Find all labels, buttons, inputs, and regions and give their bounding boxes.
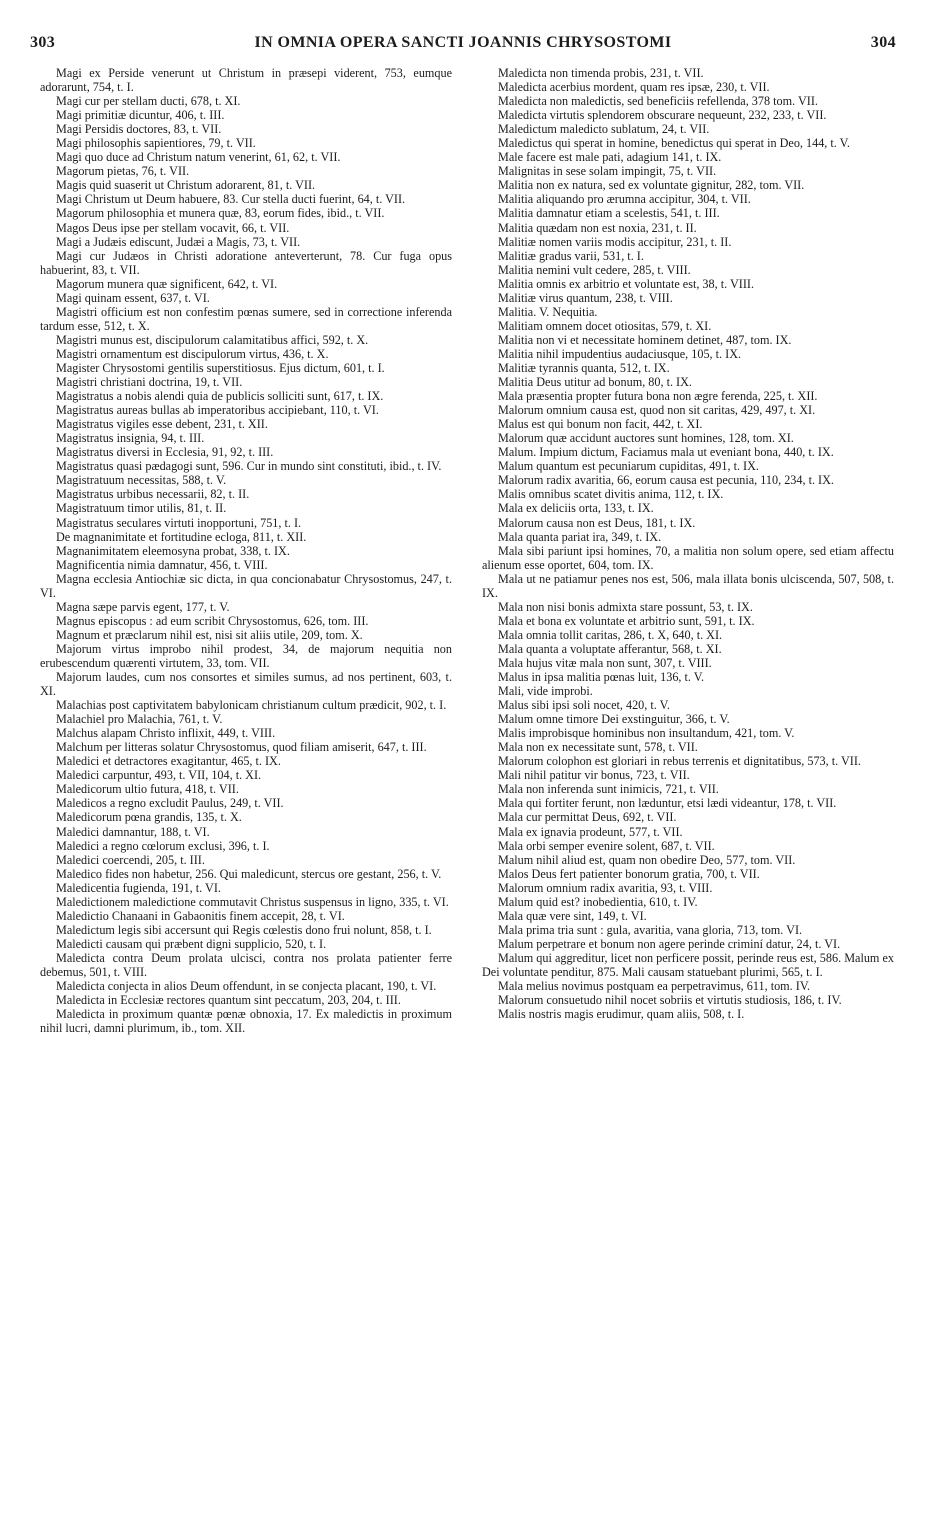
index-entry: Male facere est male pati, adagium 141, t. IX. <box>498 150 722 165</box>
index-entry: Magistratuum necessitas, 588, t. V. <box>56 473 227 488</box>
index-entry: Maledictionem maledictione commutavit Christus suspensus in ligno, 335, t. VI. <box>56 894 449 909</box>
index-entry: Magnanimitatem eleemosyna probat, 338, t. IX. <box>56 543 290 558</box>
index-entry: Mala quanta pariat ira, 349, t. IX. <box>498 529 662 544</box>
index-entry: Malitiam omnem docet otiositas, 579, t. XI. <box>498 318 712 333</box>
index-entry: Magnificentia nimia damnatur, 456, t. VIII. <box>56 557 268 572</box>
index-entry: Malum. Impium dictum, Faciamus mala ut eveniant bona, 440, t. IX. <box>498 445 834 460</box>
index-entry: Magistratus aureas bullas ab imperatoribus accipiebant, 110, t. VI. <box>56 403 379 418</box>
running-head <box>30 34 896 56</box>
index-entry: Magistratuum timor utilis, 81, t. II. <box>56 501 227 516</box>
index-entry: Maledicta contra Deum prolata ulcisci, contra nos prolata patienter ferre debemus, 501, t. VIII. <box>40 950 452 979</box>
index-entry: Mala non inferenda sunt inimicis, 721, t. VII. <box>498 782 719 797</box>
index-entry: Mala sibi pariunt ipsi homines, 70, a malitia non solum opere, sed etiam affectu alienum esse oportet, 604, tom. IX. <box>482 543 894 572</box>
index-entry: Malitia Deus utitur ad bonum, 80, t. IX. <box>498 375 692 390</box>
index-entry: Mali nihil patitur vir bonus, 723, t. VII. <box>498 768 690 783</box>
index-entry: Magi ex Perside venerunt ut Christum in præsepi viderent, 753, eumque adorarunt, 754, t. I. <box>40 66 452 95</box>
index-entry: Mala melius novimus postquam ea perpetravimus, 611, tom. IV. <box>498 979 811 994</box>
index-entry: Mala præsentia propter futura bona non ægre ferenda, 225, t. XII. <box>498 389 818 404</box>
index-entry: Magi a Judæis ediscunt, Judæi a Magis, 73, t. VII. <box>56 234 301 249</box>
index-entry: Magi Persidis doctores, 83, t. VII. <box>56 122 222 137</box>
running-title: IN OMNIA OPERA SANCTI JOANNIS CHRYSOSTOMI <box>254 34 672 51</box>
index-entry: Mala ut ne patiamur penes nos est, 506, mala illata bonis ulciscenda, 507, 508, t. IX. <box>482 571 894 600</box>
index-entry: Mala ex ignavia prodeunt, 577, t. VII. <box>498 824 683 839</box>
index-entry: Malitia. V. Nequitia. <box>498 304 598 319</box>
index-entry: Magistri ornamentum est discipulorum virtus, 436, t. X. <box>56 346 329 361</box>
index-entry: Malum nihil aliud est, quam non obedire Deo, 577, tom. VII. <box>498 852 796 867</box>
index-entry: Magistratus a nobis alendi quia de publicis solliciti sunt, 617, t. IX. <box>56 389 384 404</box>
index-entry: Magistratus diversi in Ecclesia, 91, 92, t. III. <box>56 445 274 460</box>
index-entry: Malitiæ nomen variis modis accipitur, 231, t. II. <box>498 234 732 249</box>
index-entry: Mala non nisi bonis admixta stare possunt, 53, t. IX. <box>498 599 753 614</box>
index-entry: Magistri officium est non confestim pœnas sumere, sed in correctione inferenda tardum esse, 512, t. X. <box>40 304 452 333</box>
index-entry: Magis quid suaserit ut Christum adorarent, 81, t. VII. <box>56 178 316 193</box>
index-entry: Maledici coercendi, 205, t. III. <box>56 852 205 867</box>
index-entry: Magistratus quasi pædagogi sunt, 596. Cur in mundo sint constituti, ibid., t. IV. <box>56 459 442 474</box>
index-entry: Magi cur per stellam ducti, 678, t. XI. <box>56 94 241 109</box>
index-entry: Maledicentia fugienda, 191, t. VI. <box>56 880 221 895</box>
index-column-right <box>482 66 894 1021</box>
index-entry: Magi quo duce ad Christum natum venerint, 61, 62, t. VII. <box>56 150 341 165</box>
page-number-right: 304 <box>870 34 896 51</box>
index-entry: Malus in ipsa malitia pœnas luit, 136, t. V. <box>498 670 705 685</box>
index-entry: Malorum omnium radix avaritia, 93, t. VIII. <box>498 880 713 895</box>
index-entry: Malitia aliquando pro ærumna accipitur, 304, t. VII. <box>498 192 751 207</box>
index-entry: Malum omne timore Dei exstinguitur, 366, t. V. <box>498 712 730 727</box>
index-entry: Malitia damnatur etiam a scelestis, 541, t. III. <box>498 206 720 221</box>
index-entry: Mala qui fortiter ferunt, non læduntur, etsi lædi videantur, 178, t. VII. <box>498 796 837 811</box>
index-entry: Maledici carpuntur, 493, t. VII, 104, t. XI. <box>56 768 262 783</box>
index-entry: Mala omnia tollit caritas, 286, t. X, 640, t. XI. <box>498 627 723 642</box>
index-entry: Malitiæ tyrannis quanta, 512, t. IX. <box>498 360 670 375</box>
index-entry: Maledicos a regno excludit Paulus, 249, t. VII. <box>56 796 284 811</box>
index-entry: Malitia omnis ex arbitrio et voluntate est, 38, t. VIII. <box>498 276 754 291</box>
index-entry: Malchum per litteras solatur Chrysostomus, quod filiam amiserit, 647, t. III. <box>56 740 427 755</box>
index-entry: Malus est qui bonum non facit, 442, t. XI. <box>498 417 703 432</box>
index-entry: Malignitas in sese solam impingit, 75, t. VII. <box>498 164 717 179</box>
index-entry: Malorum radix avaritia, 66, eorum causa est pecunia, 110, 234, t. IX. <box>498 473 834 488</box>
index-entry: Maledicta in proximum quantæ pœnæ obnoxia, 17. Ex maledictis in proximum nihil lucri, damni plurimum, ib., tom. XII. <box>40 1007 452 1036</box>
index-entry: Maledicta virtutis splendorem obscurare nequeunt, 232, 233, t. VII. <box>498 108 827 123</box>
page-number-left: 303 <box>30 34 56 51</box>
index-entry: Majorum virtus improbo nihil prodest, 34, de majorum nequitia non erubescendum quærenti virtutem, 33, tom. VII. <box>40 641 452 670</box>
index-entry: Magistratus urbibus necessarii, 82, t. II. <box>56 487 250 502</box>
index-entry: Malos Deus fert patienter bonorum gratia, 700, t. VII. <box>498 866 760 881</box>
index-entry: Mala ex deliciis orta, 133, t. IX. <box>498 501 654 516</box>
index-entry: Malitia non ex natura, sed ex voluntate gignitur, 282, tom. VII. <box>498 178 805 193</box>
index-entry: Magos Deus ipse per stellam vocavit, 66, t. VII. <box>56 220 290 235</box>
index-entry: Magistri munus est, discipulorum calamitatibus affici, 592, t. X. <box>56 332 369 347</box>
index-entry: Malitiæ virus quantum, 238, t. VIII. <box>498 290 673 305</box>
index-entry: Malachiel pro Malachia, 761, t. V. <box>56 712 223 727</box>
index-entry: Maledicorum ultio futura, 418, t. VII. <box>56 782 239 797</box>
index-entry: Magistratus insignia, 94, t. III. <box>56 431 205 446</box>
index-entry: Malum perpetrare et bonum non agere perinde criminí datur, 24, t. VI. <box>498 936 841 951</box>
index-entry: Maledicorum pœna grandis, 135, t. X. <box>56 810 242 825</box>
index-entry: Malorum consuetudo nihil nocet sobriis et virtutis studiosis, 186, t. IV. <box>498 993 842 1008</box>
index-entry: Maledicta non timenda probis, 231, t. VII. <box>498 66 704 80</box>
index-entry: Magister Chrysostomi gentilis superstitiosus. Ejus dictum, 601, t. I. <box>56 360 385 375</box>
index-entry: Mala et bona ex voluntate et arbitrio sunt, 591, t. IX. <box>498 613 755 628</box>
index-entry: Mala prima tria sunt : gula, avaritia, vana gloria, 713, tom. VI. <box>498 922 803 937</box>
index-entry: De magnanimitate et fortitudine ecloga, 811, t. XII. <box>56 529 307 544</box>
index-entry: Magi primitiæ dicuntur, 406, t. III. <box>56 108 225 123</box>
index-entry: Malus sibi ipsi soli nocet, 420, t. V. <box>498 698 670 713</box>
index-entry: Magi Christum ut Deum habuere, 83. Cur stella ducti fuerint, 64, t. VII. <box>56 192 406 207</box>
index-entry: Magorum philosophia et munera quæ, 83, eorum fides, ibid., t. VII. <box>56 206 385 221</box>
index-entry: Maledictum maledicto sublatum, 24, t. VII. <box>498 122 710 137</box>
index-entry: Malum quid est? inobedientia, 610, t. IV. <box>498 894 698 909</box>
index-entry: Maledictio Chanaani in Gabaonitis finem accepit, 28, t. VI. <box>56 908 345 923</box>
index-entry: Malorum colophon est gloriari in rebus terrenis et dignitatibus, 573, t. VII. <box>498 754 861 769</box>
index-entry: Magna ecclesia Antiochiæ sic dicta, in qua concionabatur Chrysostomus, 247, t. VI. <box>40 571 452 600</box>
index-entry: Magnum et præclarum nihil est, nisi sit aliis utile, 209, tom. X. <box>56 627 363 642</box>
index-entry: Malorum quæ accidunt auctores sunt homines, 128, tom. XI. <box>498 431 794 446</box>
index-entry: Magistratus seculares virtuti inopportuni, 751, t. I. <box>56 515 302 530</box>
index-entry: Malitiæ gradus varii, 531, t. I. <box>498 248 644 263</box>
index-entry: Magna sæpe parvis egent, 177, t. V. <box>56 599 230 614</box>
index-entry: Maledico fides non habetur, 256. Qui maledicunt, stercus ore gestant, 256, t. V. <box>56 866 442 881</box>
index-entry: Magistratus vigiles esse debent, 231, t. XII. <box>56 417 268 432</box>
index-entry: Magi cur Judæos in Christi adoratione anteverterunt, 78. Cur fuga opus habuerint, 83, t. VII. <box>40 248 452 277</box>
index-entry: Magnus episcopus : ad eum scribit Chrysostomus, 626, tom. III. <box>56 613 369 628</box>
index-entry: Maledicta in Ecclesiæ rectores quantum sint peccatum, 203, 204, t. III. <box>56 993 401 1008</box>
index-entry: Malchus alapam Christo inflixit, 449, t. VIII. <box>56 726 276 741</box>
index-entry: Malorum causa non est Deus, 181, t. IX. <box>498 515 696 530</box>
index-entry: Malis nostris magis erudimur, quam aliis, 508, t. I. <box>498 1007 745 1022</box>
index-entry: Mala hujus vitæ mala non sunt, 307, t. VIII. <box>498 655 712 670</box>
index-entry: Magorum pietas, 76, t. VII. <box>56 164 190 179</box>
index-entry: Magorum munera quæ significent, 642, t. VI. <box>56 276 278 291</box>
index-entry: Maledicta non maledictis, sed beneficiis refellenda, 378 tom. VII. <box>498 94 818 109</box>
index-entry: Mala quanta a voluptate afferantur, 568, t. XI. <box>498 641 722 656</box>
index-entry: Malitia quædam non est noxia, 231, t. II. <box>498 220 697 235</box>
index-entry: Maledici damnantur, 188, t. VI. <box>56 824 210 839</box>
index-entry: Maledicti causam qui præbent digni supplicio, 520, t. I. <box>56 936 327 951</box>
index-entry: Malitia nemini vult cedere, 285, t. VIII. <box>498 262 691 277</box>
index-entry: Mala orbi semper evenire solent, 687, t. VII. <box>498 838 715 853</box>
index-entry: Maledicta conjecta in alios Deum offendunt, in se conjecta placant, 190, t. VI. <box>56 979 437 994</box>
index-entry: Malorum omnium causa est, quod non sit caritas, 429, 497, t. XI. <box>498 403 816 418</box>
index-entry: Maledictus qui sperat in homine, benedictus qui sperat in Deo, 144, t. V. <box>498 136 850 151</box>
index-entry: Malachias post captivitatem babylonicam christianum cultum prædicit, 902, t. I. <box>56 698 447 713</box>
index-entry: Maledici a regno cœlorum exclusi, 396, t. I. <box>56 838 270 853</box>
index-entry: Magi philosophis sapientiores, 79, t. VII. <box>56 136 256 151</box>
index-entry: Majorum laudes, cum nos consortes et similes sumus, ad nos pertinent, 603, t. XI. <box>40 670 452 699</box>
index-entry: Magistri christiani doctrina, 19, t. VII. <box>56 375 243 390</box>
index-entry: Malum qui aggreditur, licet non perficere possit, perinde reus est, 586. Malum ex Dei voluntate penditur, 875. Mali causam statuebant plurimi, 565, t. I. <box>482 950 894 979</box>
index-entry: Malis omnibus scatet divitis anima, 112, t. IX. <box>498 487 724 502</box>
index-entry: Magi quinam essent, 637, t. VI. <box>56 290 210 305</box>
index-entry: Mala quæ vere sint, 149, t. VI. <box>498 908 647 923</box>
index-entry: Maledici et detractores exagitantur, 465, t. IX. <box>56 754 281 769</box>
index-entry: Maledictum legis sibi accersunt qui Regis cœlestis dono frui nolunt, 858, t. I. <box>56 922 432 937</box>
index-entry: Mala non ex necessitate sunt, 578, t. VII. <box>498 740 698 755</box>
index-entry: Malum quantum est pecuniarum cupiditas, 491, t. IX. <box>498 459 759 474</box>
index-entry: Malis improbisque hominibus non insultandum, 421, tom. V. <box>498 726 795 741</box>
index-entry: Malitia nihil impudentius audaciusque, 105, t. IX. <box>498 346 742 361</box>
index-entry: Maledicta acerbius mordent, quam res ipsæ, 230, t. VII. <box>498 80 770 95</box>
index-entry: Mala cur permittat Deus, 692, t. VII. <box>498 810 677 825</box>
index-column-left <box>40 66 452 1035</box>
index-entry: Malitia non vi et necessitate hominem detinet, 487, tom. IX. <box>498 332 792 347</box>
index-entry: Mali, vide improbi. <box>498 684 593 699</box>
